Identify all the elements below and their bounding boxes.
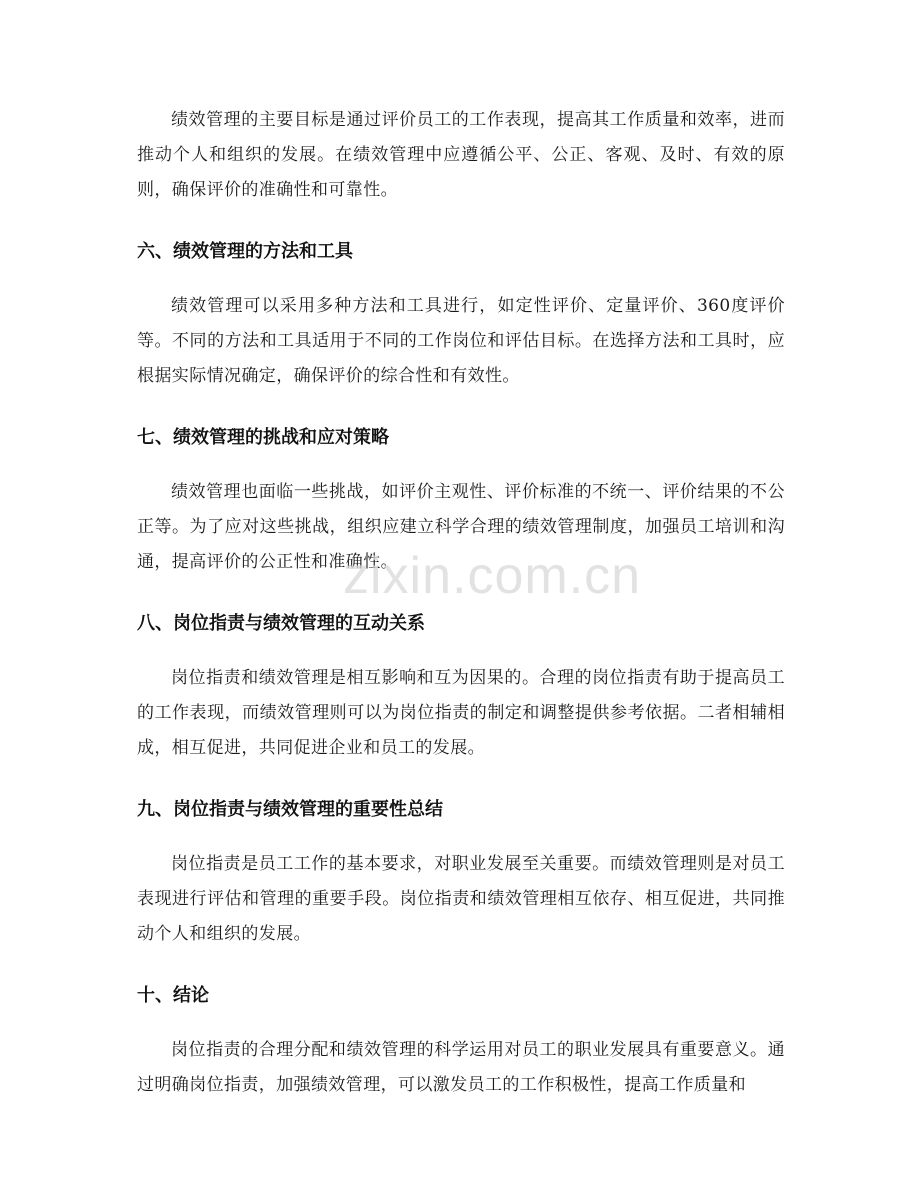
section-heading-10: 十、结论 [137, 985, 209, 1006]
spacer [137, 394, 785, 420]
spacer [137, 952, 785, 978]
intro-paragraph: 绩效管理的主要目标是通过评价员工的工作表现，提高其工作质量和效率，进而推动个人和组织的发展。在绩效管理中应遵循公平、公正、客观、及时、有效的原则，确保评价的准确性和可靠性。 [137, 110, 785, 200]
spacer [137, 827, 785, 847]
section-heading-9: 九、岗位指责与绩效管理的重要性总结 [137, 799, 443, 820]
section-paragraph-8: 岗位指责和绩效管理是相互影响和互为因果的。合理的岗位指责有助于提高员工的工作表现，而绩效管理则可以为岗位指责的制定和调整提供参考依据。二者相辅相成，相互促进，共同促进企业和员工的发展。 [137, 668, 785, 758]
spacer [137, 641, 785, 661]
section-paragraph-6: 绩效管理可以采用多种方法和工具进行，如定性评价、定量评价、360度评价等。不同的方法和工具适用于不同的工作岗位和评估目标。在选择方法和工具时，应根据实际情况确定，确保评价的综合性和有效性。 [137, 296, 785, 386]
spacer [137, 580, 785, 606]
spacer [137, 208, 785, 234]
section-heading-6: 六、绩效管理的方法和工具 [137, 241, 353, 262]
spacer [137, 269, 785, 289]
document-body [137, 103, 785, 1103]
section-heading-7: 七、绩效管理的挑战和应对策略 [137, 427, 389, 448]
watermark: zixin.com.cn [343, 547, 642, 605]
spacer [137, 1013, 785, 1033]
section-paragraph-10: 岗位指责的合理分配和绩效管理的科学运用对员工的职业发展具有重要意义。通过明确岗位指责，加强绩效管理，可以激发员工的工作积极性，提高工作质量和 [137, 1040, 785, 1095]
section-paragraph-7: 绩效管理也面临一些挑战，如评价主观性、评价标准的不统一、评价结果的不公正等。为了应对这些挑战，组织应建立科学合理的绩效管理制度，加强员工培训和沟通，提高评价的公正性和准确性。 [137, 482, 785, 572]
spacer [137, 455, 785, 475]
spacer [137, 766, 785, 792]
section-heading-8: 八、岗位指责与绩效管理的互动关系 [137, 613, 425, 634]
section-paragraph-9: 岗位指责是员工工作的基本要求，对职业发展至关重要。而绩效管理则是对员工表现进行评估和管理的重要手段。岗位指责和绩效管理相互依存、相互促进，共同推动个人和组织的发展。 [137, 854, 785, 944]
